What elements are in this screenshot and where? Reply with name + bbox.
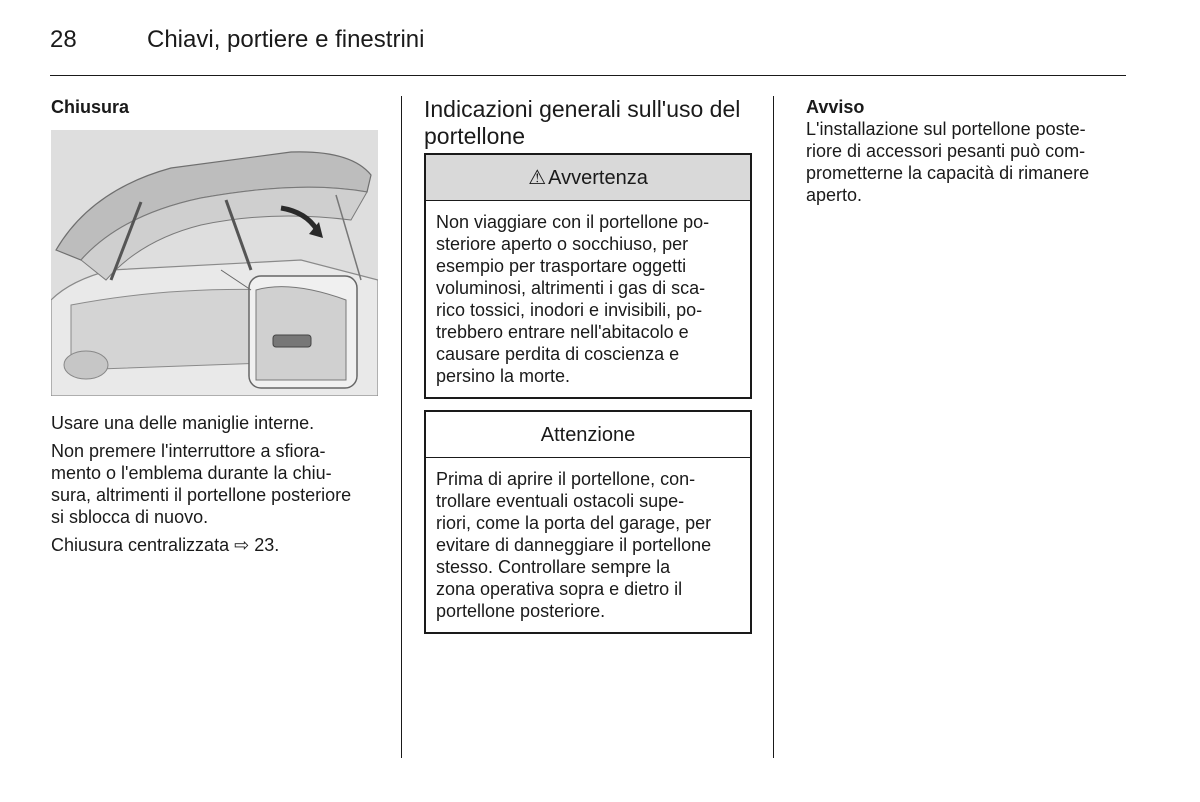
- closing-paragraph-2: Non premere l'interruttore a sfiora- mento o l'emblema durante la chiu- sura, altrimenti il portellone posteriore si sblocca di nuovo.: [51, 441, 352, 527]
- tailgate-illustration: [51, 130, 378, 396]
- warning-box-header: [426, 155, 750, 201]
- tailgate-usage-heading: Indicazioni generali sull'uso del portellone: [424, 96, 741, 149]
- column-divider-left: [401, 96, 402, 758]
- column-notice: [806, 96, 1131, 206]
- header-divider: [50, 75, 1126, 76]
- warning-title: Avvertenza: [548, 166, 648, 189]
- closing-heading: Chiusura: [51, 97, 130, 117]
- column-tailgate-usage: [424, 96, 752, 634]
- closing-paragraph-1: Usare una delle maniglie interne.: [51, 413, 315, 433]
- reference-label: Chiusura centralizzata: [51, 535, 230, 555]
- warning-text: Non viaggiare con il portellone po- steriore aperto o socchiuso, per esempio per trasportare oggetti voluminosi, altrimenti i gas di sca- rico tossici, inodori e invisibili, po- trebbero entrare nell'abitacolo e causare perdita di coscienza e persino la morte.: [436, 212, 710, 386]
- caution-title: Attenzione: [540, 423, 636, 446]
- page-number: 28: [50, 26, 77, 53]
- reference-page: 23.: [254, 535, 280, 555]
- section-title: Chiavi, portiere e finestrini: [147, 26, 425, 53]
- column-divider-right: [773, 96, 774, 758]
- column-closing: [51, 96, 381, 556]
- notice-text: L'installazione sul portellone poste- riore di accessori pesanti può com- prometterne la capacità di rimanere aperto.: [806, 119, 1090, 205]
- caution-box: [424, 410, 752, 634]
- warning-triangle-icon: ⚠: [528, 166, 547, 189]
- page-reference-arrow-icon: ⇨: [234, 535, 250, 555]
- caution-box-header: [426, 412, 750, 458]
- caution-text: Prima di aprire il portellone, con- trollare eventuali ostacoli supe- riori, come la porta del garage, per evitare di danneggiare il portellone stesso. Controllare sempre la zona operativa sopra e dietro il portellone posteriore.: [436, 469, 712, 621]
- warning-box: [424, 153, 752, 399]
- central-locking-reference: [51, 534, 381, 556]
- notice-heading: Avviso: [806, 97, 865, 117]
